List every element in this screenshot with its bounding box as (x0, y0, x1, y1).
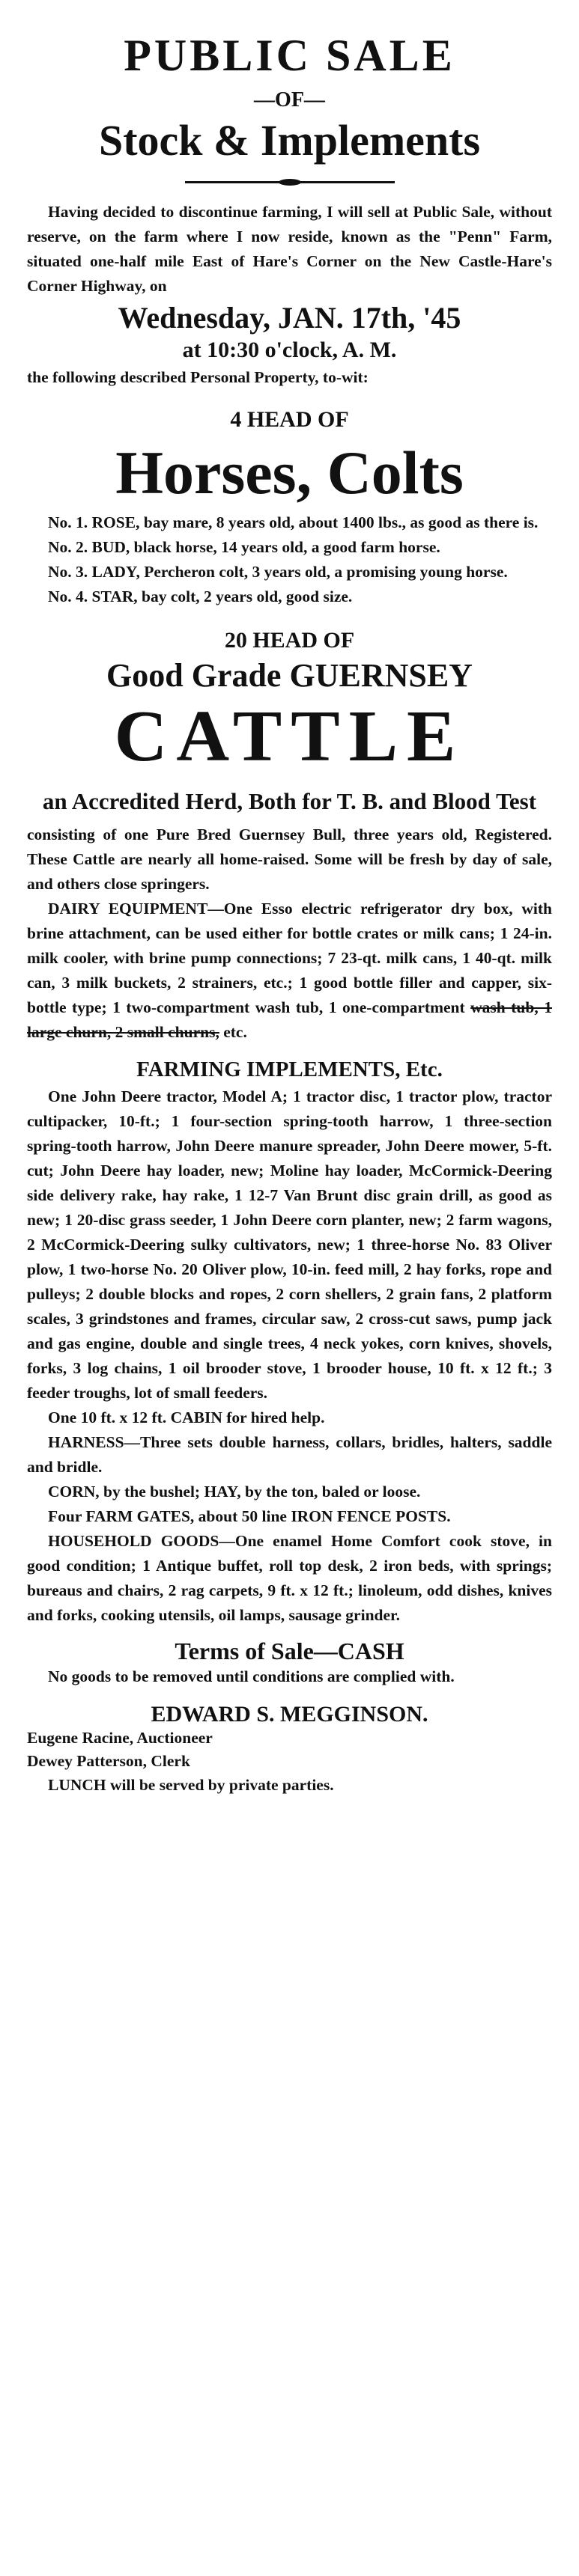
household-goods: HOUSEHOLD GOODS—One enamel Home Comfort cook stove, in good condition; 1 Antique buffet, roll top desk, 2 iron beds, with springs; bureaus and chairs, 2 rag carpets, 9 ft. x 12 ft.; linoleum, odd dishes, knives and forks, cooking utensils, oil lamps, sausage grinder. (27, 1531, 552, 1624)
horse-item: No. 1. ROSE, bay mare, 8 years old, about 1400 lbs., as good as there is. (48, 513, 539, 532)
farming-implements: One John Deere tractor, Model A; 1 tractor disc, 1 tractor plow, tractor cultipacker, 10-ft.; 1 four-section spring-tooth harrow, 1 three-section spring-tooth harrow, John Deere manure spreader, John Deere mower, 5-ft. cut; John Deere hay loader, new; Moline hay loader, McCormick-Deering side delivery rake, hay rake, 1 12-7 Van Brunt disc grain drill, as good as new; 1 20-disc grass seeder, 1 John Deere corn planter, new; 2 farm wagons, 2 McCormick-Deering sulky cultivators, new; 1 three-horse No. 83 Oliver plow, 1 two-horse No. 20 Oliver plow, 10-in. feed mill, 2 hay forks, rope and pulleys; 2 double blocks and ropes, 2 corn shellers, 2 grain fans, 2 platform scales, 3 grindstones and frames, circular saw, 2 cross-cut saws, pump jack and gas engine, double and single trees, 4 neck yokes, corn knives, shovels, forks, 3 log chains, 1 oil brooder stove, 1 brooder house, 10 ft. x 12 ft.; 3 feeder troughs, lot of small feeders. (27, 1087, 552, 1402)
horse-item: No. 3. LADY, Percheron colt, 3 years old, a promising young horse. (48, 563, 508, 582)
dairy-equipment-struck: wash tub, 1 large churn, 2 small churns, (27, 998, 552, 1041)
sale-time: at 10:30 o'clock, A. M. (182, 337, 397, 362)
of-line: —OF— (254, 88, 325, 112)
farming-heading: FARMING IMPLEMENTS, Etc. (136, 1057, 443, 1081)
dairy-equipment-end: etc. (223, 1022, 247, 1041)
notice-subtitle: Stock & Implements (98, 116, 481, 165)
horses-heading: Horses, Colts (115, 438, 464, 507)
corn-hay-item: CORN, by the bushel; HAY, by the ton, baled or loose. (48, 1482, 421, 1501)
cattle-grade: Good Grade GUERNSEY (106, 656, 473, 694)
notice-title: PUBLIC SALE (124, 31, 455, 80)
cattle-heading: CATTLE (114, 696, 465, 778)
cattle-herd-note: an Accredited Herd, Both for T. B. and Blood Test (42, 787, 537, 814)
cattle-description: consisting of one Pure Bred Guernsey Bull, three years old, Registered. These Cattle are nearly all home-raised. Some will be fresh by day of sale, and others close springers. (27, 825, 552, 893)
lunch-note: LUNCH will be served by private parties. (48, 1775, 334, 1794)
cattle-count: 20 HEAD OF (224, 628, 355, 653)
clerk-line: Dewey Patterson, Clerk (27, 1751, 190, 1770)
dairy-equipment (27, 897, 552, 1045)
dairy-equipment-main: DAIRY EQUIPMENT—One Esso electric refrigerator dry box, with brine attachment, can be used either for bottle crates or milk cans; 1 24-in. milk cooler, with brine pump connections; 7 23-qt. milk cans, 1 40-qt. milk can, 3 milk buckets, 2 strainers, etc.; 1 good bottle filler and capper, six-bottle type; 1 two-compartment wash tub, 1 one-compartment (27, 899, 552, 1016)
property-intro: the following described Personal Property, to-wit: (27, 368, 369, 387)
owner-name: EDWARD S. MEGGINSON. (151, 1701, 428, 1727)
horse-item: No. 4. STAR, bay colt, 2 years old, good size. (48, 587, 353, 606)
intro-paragraph: Having decided to discontinue farming, I will sell at Public Sale, without reserve, on the farm where I now reside, known as the "Penn" Farm, situated one-half mile East of Hare's Corner on the New Castle-Hare's Corner Highway, on (27, 202, 552, 295)
horse-item: No. 2. BUD, black horse, 14 years old, a good farm horse. (48, 538, 440, 557)
terms-text: No goods to be removed until conditions are complied with. (48, 1667, 455, 1685)
auctioneer-line: Eugene Racine, Auctioneer (27, 1728, 213, 1747)
ornamental-divider (185, 181, 395, 183)
horses-count: 4 HEAD OF (230, 407, 349, 433)
cabin-item: One 10 ft. x 12 ft. CABIN for hired help. (48, 1408, 325, 1426)
terms-heading: Terms of Sale—CASH (175, 1637, 404, 1664)
farm-gates-item: Four FARM GATES, about 50 line IRON FENCE POSTS. (48, 1507, 451, 1525)
sale-date: Wednesday, JAN. 17th, '45 (118, 300, 461, 335)
harness-item: HARNESS—Three sets double harness, collars, bridles, halters, saddle and bridle. (27, 1432, 552, 1476)
